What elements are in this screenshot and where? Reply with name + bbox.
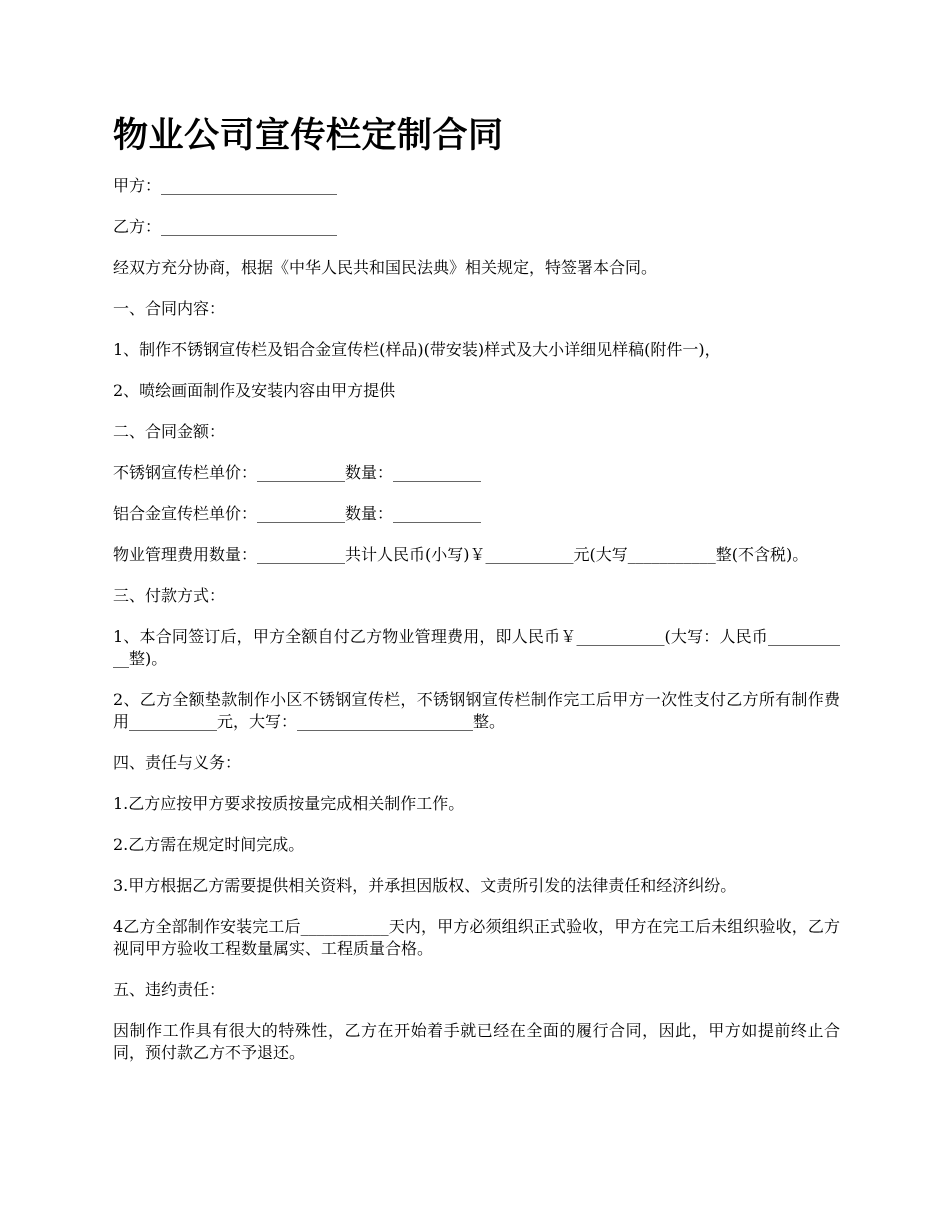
clause-4-1: 1.乙方应按甲方要求按质按量完成相关制作工作。 <box>113 794 465 813</box>
aluminum-price-line: 铝合金宣传栏单价：___________数量：___________ <box>113 504 482 523</box>
party-b-line: 乙方：______________________ <box>113 217 338 236</box>
section-heading-contract-content: 一、合同内容： <box>113 299 226 318</box>
clause-3-2: 2、乙方全额垫款制作小区不锈钢宣传栏，不锈钢钢宣传栏制作完工后甲方一次性支付乙方所有制作费用___________元，大写：______________________整。 <box>113 690 840 731</box>
stainless-price-line: 不锈钢宣传栏单价：___________数量：___________ <box>113 463 482 482</box>
clause-4-4: 4乙方全部制作安装完工后___________天内，甲方必须组织正式验收，甲方在完工后未组织验收，乙方视同甲方验收工程数量属实、工程质量合格。 <box>113 917 840 958</box>
preamble: 经双方充分协商，根据《中华人民共和国民法典》相关规定，特签署本合同。 <box>113 258 658 277</box>
clause-1-2: 2、喷绘画面制作及安装内容由甲方提供 <box>113 381 396 400</box>
party-a-line: 甲方：______________________ <box>113 176 338 195</box>
clause-3-1: 1、本合同签订后，甲方全额自付乙方物业管理费用，即人民币￥___________(大写：人民币___________整)。 <box>113 627 840 668</box>
clause-4-2: 2.乙方需在规定时间完成。 <box>113 835 305 854</box>
section-heading-breach: 五、违约责任： <box>113 980 226 999</box>
section-heading-contract-amount: 二、合同金额： <box>113 422 226 441</box>
section-heading-payment: 三、付款方式： <box>113 586 226 605</box>
management-fee-line: 物业管理费用数量：___________共计人民币(小写)￥___________元(大写___________整(不含税)。 <box>113 545 809 564</box>
document-page <box>113 108 840 1083</box>
document-title: 物业公司宣传栏定制合同 <box>113 115 504 156</box>
section-heading-responsibilities: 四、责任与义务： <box>113 753 242 772</box>
clause-4-3: 3.甲方根据乙方需要提供相关资料，并承担因版权、文责所引发的法律责任和经济纠纷。 <box>113 876 737 895</box>
clause-5-1: 因制作工作具有很大的特殊性，乙方在开始着手就已经在全面的履行合同，因此，甲方如提前终止合同，预付款乙方不予退还。 <box>113 1021 840 1062</box>
clause-1-1: 1、制作不锈钢宣传栏及铝合金宣传栏(样品)(带安装)样式及大小详细见样稿(附件一)， <box>113 340 721 359</box>
